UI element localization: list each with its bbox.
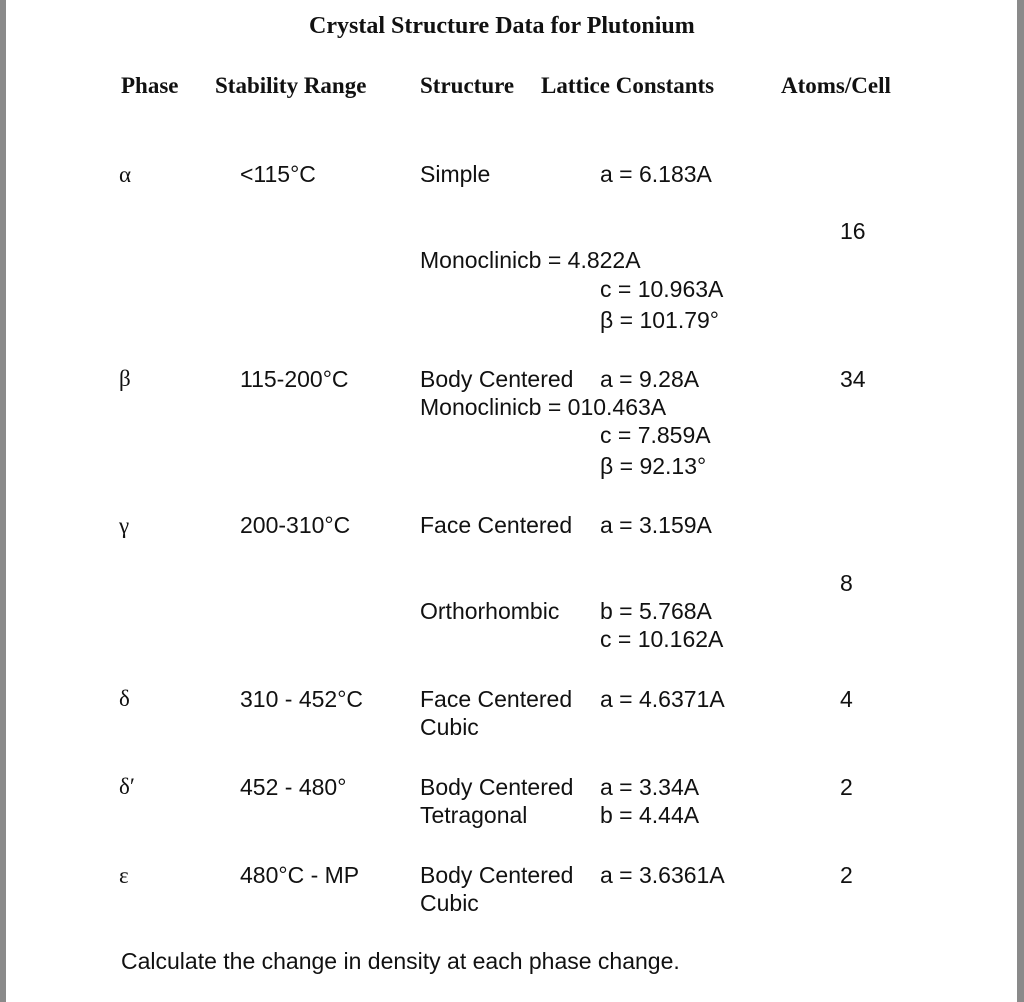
phase-gamma: γ: [119, 513, 130, 538]
lattice-alpha-c: c = 10.963A: [600, 276, 724, 302]
structure-delta-prime-line2: Tetragonal: [420, 802, 528, 828]
header-atoms-per-cell: Atoms/Cell: [781, 73, 891, 98]
structure-epsilon-line2: Cubic: [420, 890, 479, 916]
atoms-gamma: 8: [840, 570, 853, 596]
lattice-beta-c: c = 7.859A: [600, 422, 711, 448]
lattice-gamma-a: a = 3.159A: [600, 512, 712, 538]
structure-alpha-line1: Simple: [420, 161, 491, 187]
structure-beta-line1: Body Centered: [420, 366, 574, 392]
phase-epsilon: ε: [119, 863, 129, 888]
structure-delta-prime-line1: Body Centered: [420, 774, 574, 800]
atoms-delta-prime: 2: [840, 774, 853, 800]
phase-alpha: α: [119, 162, 132, 187]
lattice-alpha-a: a = 6.183A: [600, 161, 712, 187]
lattice-gamma-c: c = 10.162A: [600, 626, 724, 652]
range-delta-prime: 452 - 480°: [240, 774, 347, 800]
range-delta: 310 - 452°C: [240, 686, 363, 712]
header-phase: Phase: [121, 73, 179, 98]
atoms-alpha: 16: [840, 218, 866, 244]
phase-delta-prime: δ′: [119, 774, 135, 799]
lattice-gamma-b: b = 5.768A: [600, 598, 712, 624]
lattice-delta-prime-b: b = 4.44A: [600, 802, 700, 828]
lattice-alpha-beta: β = 101.79°: [600, 307, 719, 333]
structure-gamma-line2: Orthorhombic: [420, 598, 560, 624]
structure-epsilon-line1: Body Centered: [420, 862, 574, 888]
structure-beta-line2: Monoclinicb = 010.463A: [420, 394, 667, 420]
header-lattice-constants: Lattice Constants: [541, 73, 715, 98]
lattice-delta-a: a = 4.6371A: [600, 686, 725, 712]
page-title: Crystal Structure Data for Plutonium: [309, 13, 695, 39]
structure-delta-line2: Cubic: [420, 714, 479, 740]
lattice-beta-a: a = 9.28A: [600, 366, 700, 392]
structure-delta-line1: Face Centered: [420, 686, 573, 712]
atoms-beta: 34: [840, 366, 866, 392]
header-structure: Structure: [420, 73, 515, 98]
structure-alpha-line2: Monoclinicb = 4.822A: [420, 247, 641, 273]
document-page: [6, 0, 1017, 1002]
header-stability-range: Stability Range: [215, 73, 367, 98]
range-gamma: 200-310°C: [240, 512, 351, 538]
atoms-delta: 4: [840, 686, 853, 712]
lattice-epsilon-a: a = 3.6361A: [600, 862, 725, 888]
atoms-epsilon: 2: [840, 862, 853, 888]
range-alpha: <115°C: [240, 161, 316, 187]
question-text: Calculate the change in density at each phase change.: [121, 948, 680, 974]
phase-beta: β: [119, 366, 131, 391]
lattice-beta-beta: β = 92.13°: [600, 453, 707, 479]
structure-gamma-line1: Face Centered: [420, 512, 573, 538]
range-beta: 115-200°C: [240, 366, 349, 392]
phase-delta: δ: [119, 686, 130, 711]
range-epsilon: 480°C - MP: [240, 862, 360, 888]
lattice-delta-prime-a: a = 3.34A: [600, 774, 700, 800]
